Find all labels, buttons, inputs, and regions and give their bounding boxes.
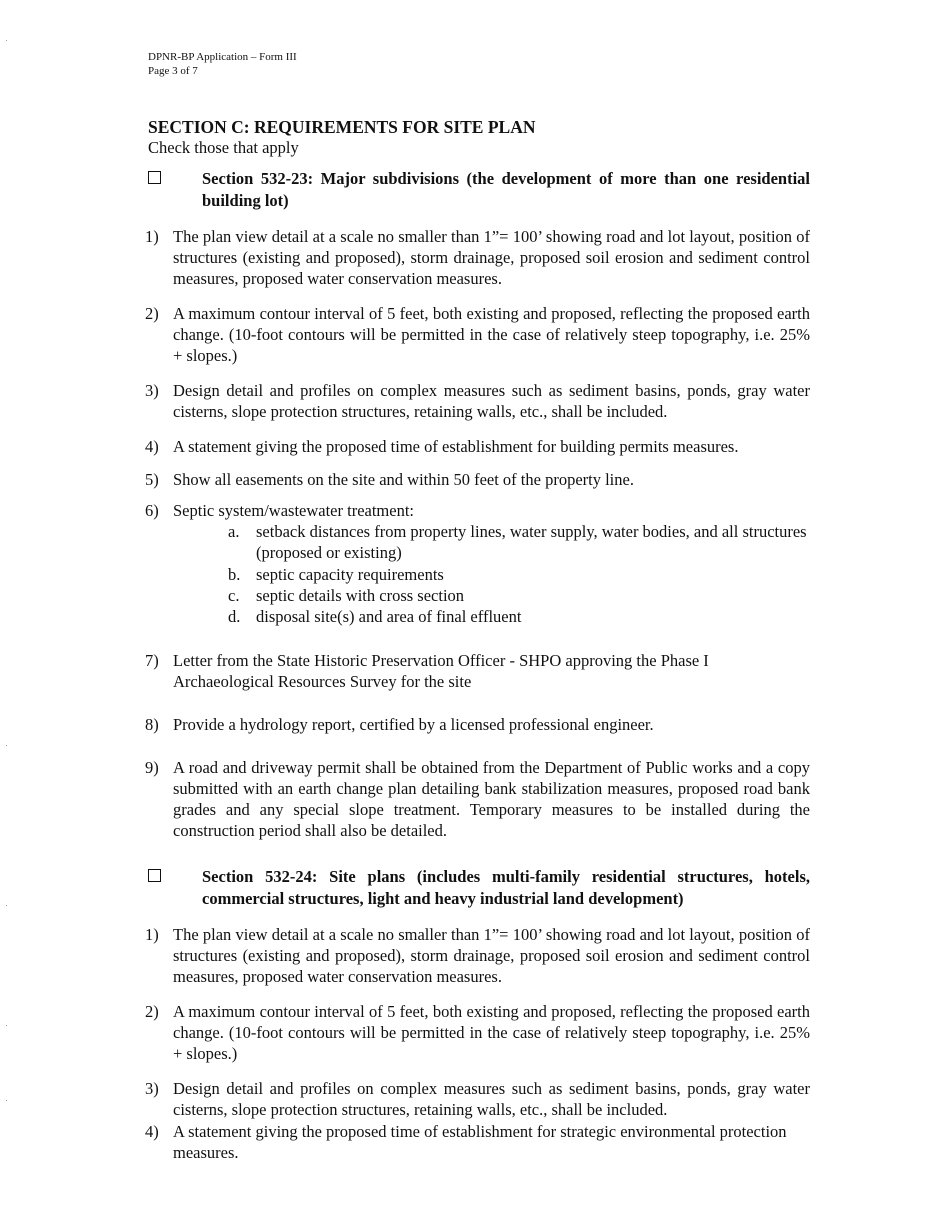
item-text: The plan view detail at a scale no smaller than 1”= 100’ showing road and lot layout, position of structures (existing and proposed), storm drainage, proposed soil erosion and sediment control measures, proposed water conservation measures. xyxy=(173,925,810,986)
scan-speck xyxy=(6,1025,7,1026)
item-text: Show all easements on the site and within 50 feet of the property line. xyxy=(173,470,634,489)
item-text: A maximum contour interval of 5 feet, both existing and proposed, reflecting the proposed earth change. (10-foot contours will be permitted in the case of relatively steep topography, i.e. 25% + slopes.) xyxy=(173,304,810,365)
item-number: 4) xyxy=(145,1122,159,1141)
major-subdivisions-option xyxy=(148,168,810,212)
item-number: 8) xyxy=(145,715,159,734)
item-number: 3) xyxy=(145,1079,159,1098)
list-item xyxy=(145,1078,810,1120)
item-number: 7) xyxy=(145,651,159,670)
item-text: A road and driveway permit shall be obtained from the Department of Public works and a copy submitted with an earth change plan detailing bank stabilization measures, proposed road bank grades and any special slope treatment. Temporary measures to be installed during the construction period shall also be detailed. xyxy=(173,758,810,840)
sub-item-text: setback distances from property lines, water supply, water bodies, and all structures (proposed or existing) xyxy=(256,522,807,562)
item-number: 5) xyxy=(145,470,159,489)
list-item xyxy=(145,650,810,692)
major-subdivisions-heading: Section 532-23: Major subdivisions (the development of more than one residential building lot) xyxy=(202,169,810,210)
item-text: A statement giving the proposed time of establishment for building permits measures. xyxy=(173,437,739,456)
site-plans-heading: Section 532-24: Site plans (includes multi-family residential structures, hotels, commercial structures, light and heavy industrial land development) xyxy=(202,867,810,908)
section-title: SECTION C: REQUIREMENTS FOR SITE PLAN xyxy=(148,117,536,137)
sub-item-text: disposal site(s) and area of final effluent xyxy=(256,607,522,626)
item-text: Provide a hydrology report, certified by a licensed professional engineer. xyxy=(173,715,654,734)
sub-list-item xyxy=(228,585,810,606)
section-instruction: Check those that apply xyxy=(148,138,299,157)
item-number: 3) xyxy=(145,381,159,400)
item-number: 2) xyxy=(145,1002,159,1021)
sub-item-letter: a. xyxy=(228,522,240,541)
item-text: A maximum contour interval of 5 feet, both existing and proposed, reflecting the proposed earth change. (10-foot contours will be permitted in the case of relatively steep topography, i.e. 25% + slopes.) xyxy=(173,1002,810,1063)
item-number: 6) xyxy=(145,501,159,520)
item-text: Letter from the State Historic Preservation Officer - SHPO approving the Phase I Archaeological Resources Survey for the site xyxy=(173,651,709,691)
list-item xyxy=(145,469,810,490)
sub-item-letter: b. xyxy=(228,565,241,584)
page-number: Page 3 of 7 xyxy=(148,65,198,77)
sub-list-item xyxy=(228,521,810,563)
scan-speck xyxy=(6,745,7,746)
item-number: 9) xyxy=(145,758,159,777)
item-text: A statement giving the proposed time of establishment for strategic environmental protection measures. xyxy=(173,1122,787,1162)
form-identifier: DPNR-BP Application – Form III xyxy=(148,51,297,63)
item-text: Septic system/wastewater treatment: xyxy=(173,501,415,520)
list-item xyxy=(145,1001,810,1064)
item-number: 1) xyxy=(145,227,159,246)
sub-list-item xyxy=(228,606,810,627)
site-plans-option xyxy=(148,866,810,910)
sub-item-letter: d. xyxy=(228,607,241,626)
item-text: Design detail and profiles on complex measures such as sediment basins, ponds, gray water cisterns, slope protection structures, retaining walls, etc., shall be included. xyxy=(173,381,810,421)
list-item xyxy=(145,226,810,289)
major-subdivisions-checkbox[interactable] xyxy=(148,171,161,184)
scan-speck xyxy=(6,905,7,906)
sub-item-text: septic details with cross section xyxy=(256,586,465,605)
sub-list-item xyxy=(228,564,810,585)
scan-speck xyxy=(6,40,7,41)
list-item xyxy=(145,380,810,422)
item-number: 4) xyxy=(145,437,159,456)
list-item xyxy=(145,436,810,457)
item-text: The plan view detail at a scale no smaller than 1”= 100’ showing road and lot layout, position of structures (existing and proposed), storm drainage, proposed soil erosion and sediment control measures, proposed water conservation measures. xyxy=(173,227,810,288)
scan-speck xyxy=(6,1100,7,1101)
list-item xyxy=(145,757,810,841)
item-text: Design detail and profiles on complex measures such as sediment basins, ponds, gray water cisterns, slope protection structures, retaining walls, etc., shall be included. xyxy=(173,1079,810,1119)
sub-item-text: septic capacity requirements xyxy=(256,565,444,584)
document-header xyxy=(148,50,297,78)
list-item xyxy=(145,303,810,366)
list-item xyxy=(145,500,810,521)
sub-item-letter: c. xyxy=(228,586,240,605)
item-number: 2) xyxy=(145,304,159,323)
list-item xyxy=(145,714,810,735)
site-plans-checkbox[interactable] xyxy=(148,869,161,882)
list-item xyxy=(145,924,810,987)
list-item xyxy=(145,1121,810,1163)
item-number: 1) xyxy=(145,925,159,944)
